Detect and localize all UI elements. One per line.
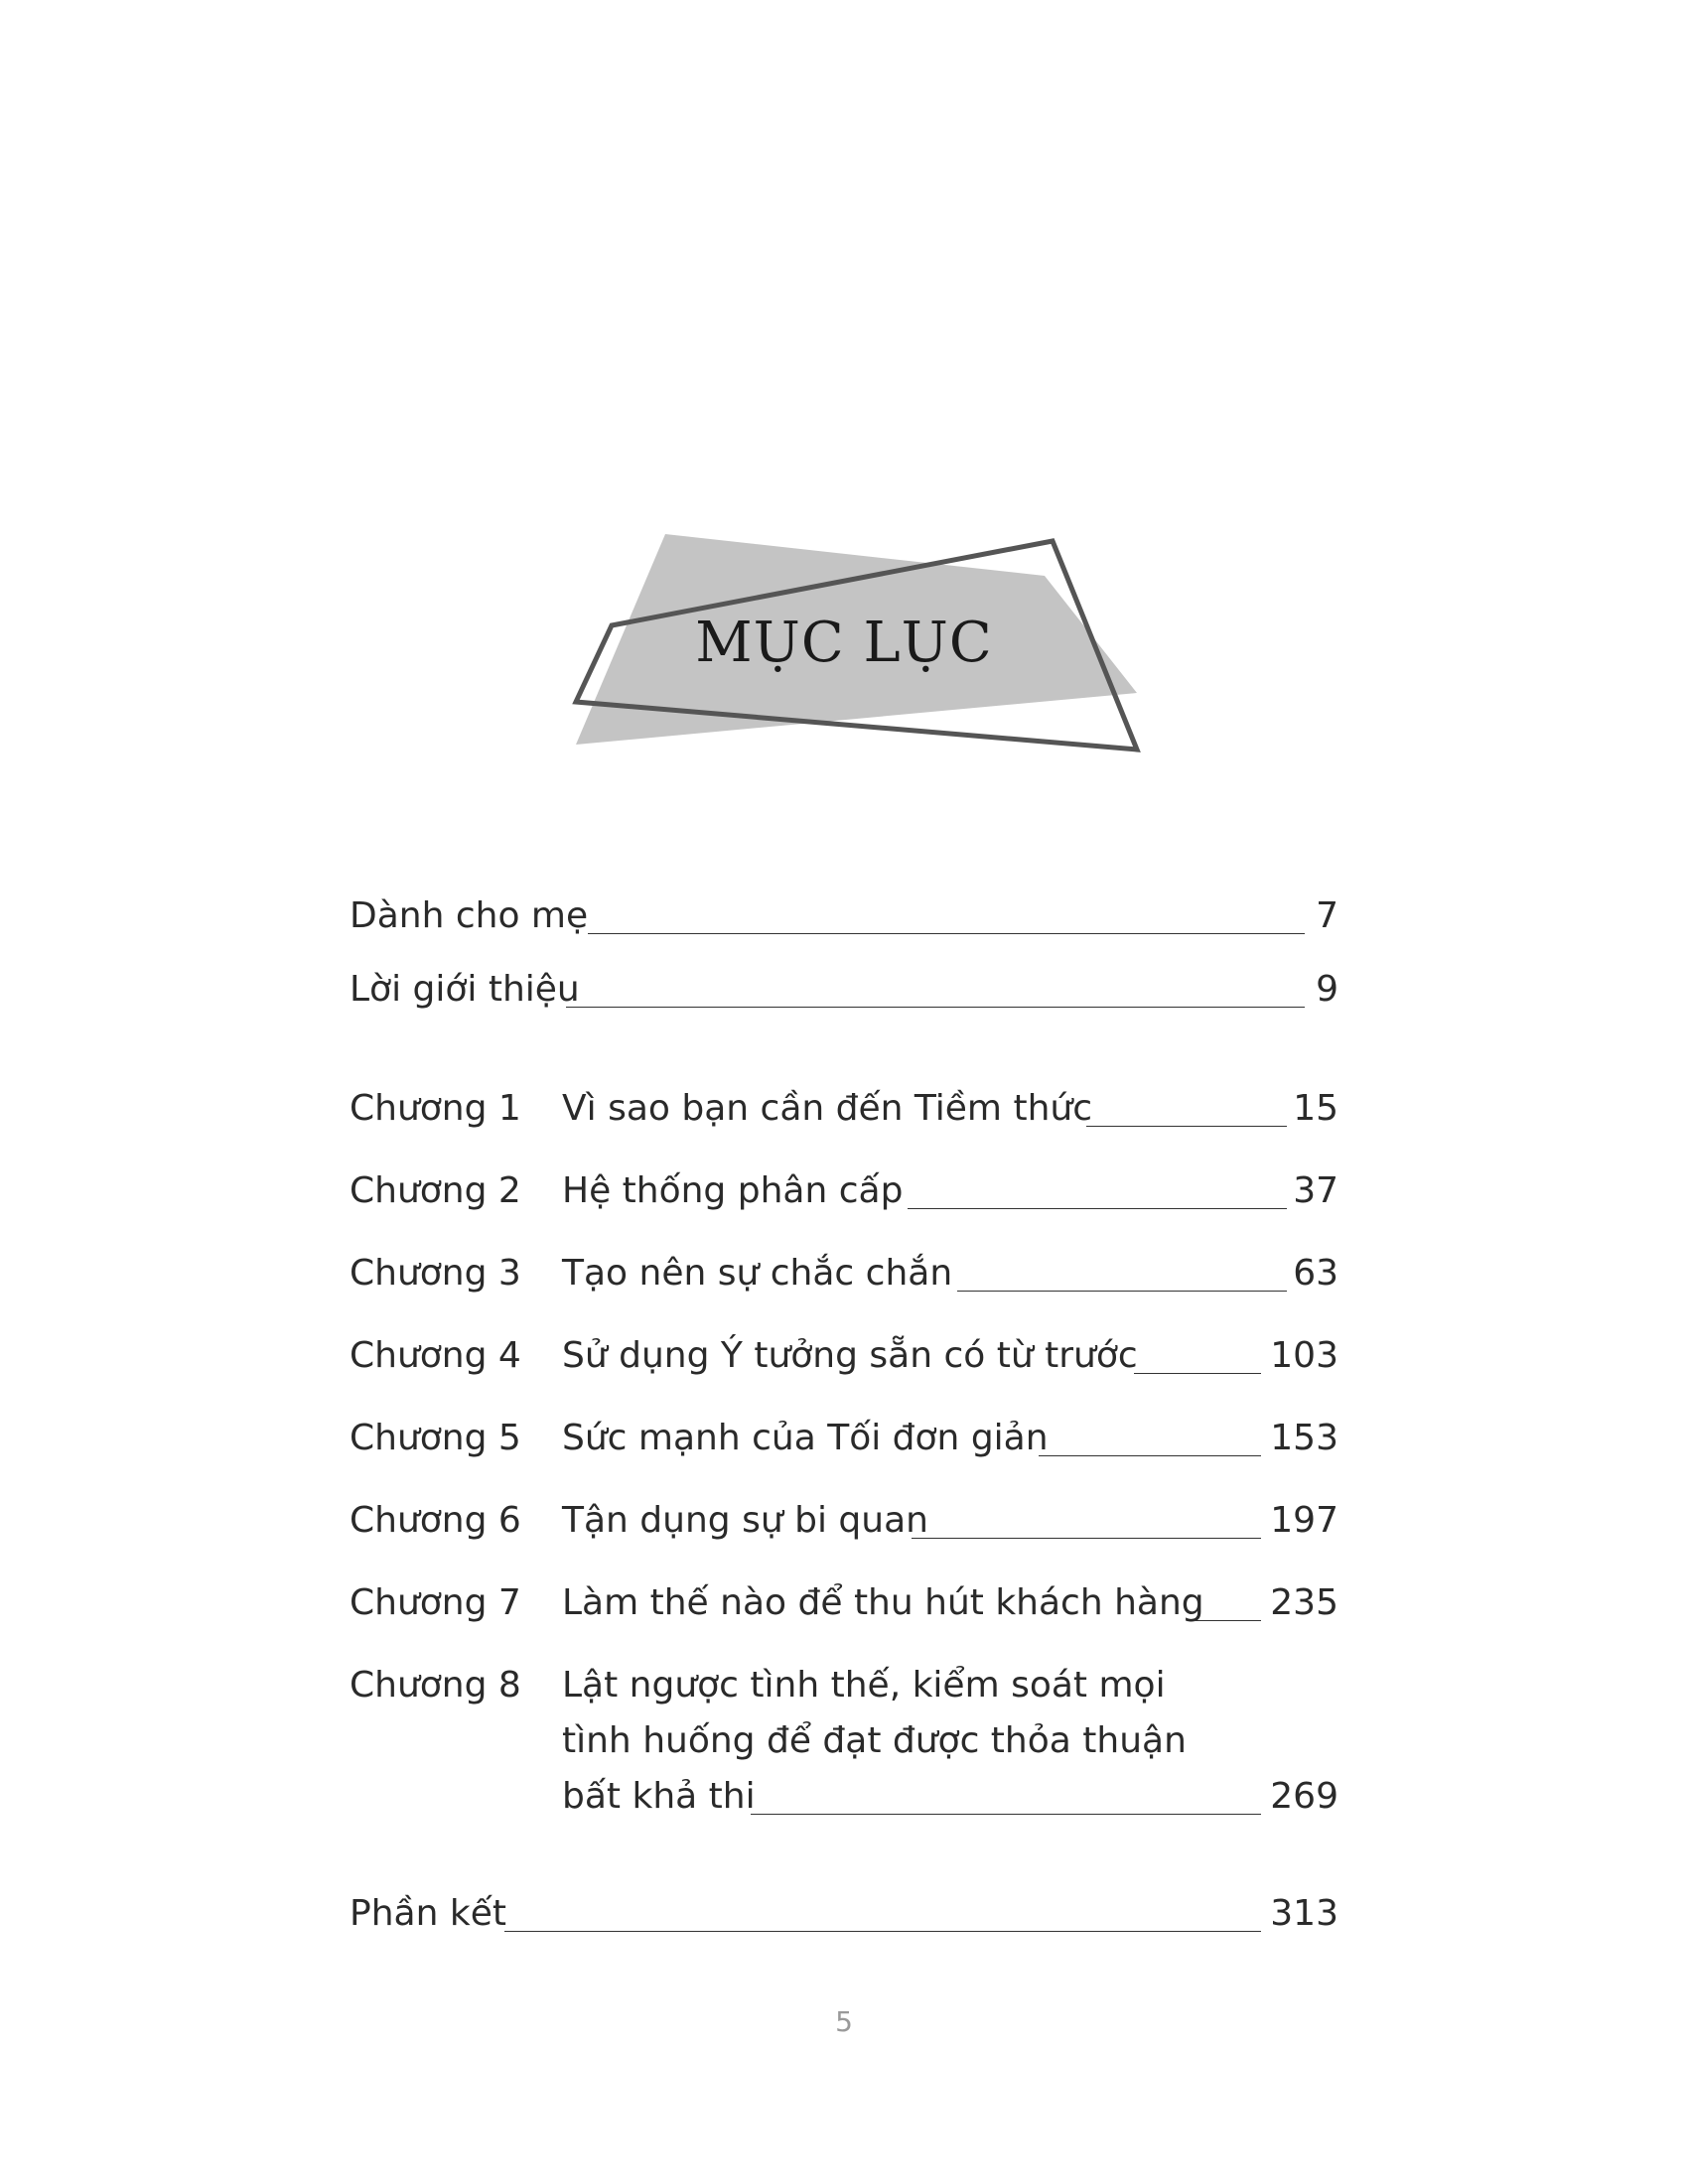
toc-entry-label: Phần kết	[350, 1893, 506, 1934]
chapter-title-line-3: bất khả thi	[562, 1776, 756, 1817]
chapter-title: Sử dụng Ý tưởng sẵn có từ trước	[562, 1335, 1138, 1376]
chapter-title: Tận dụng sự bi quan	[562, 1500, 928, 1541]
chapter-number: Chương 3	[350, 1253, 521, 1294]
chapter-page: 103	[1270, 1335, 1338, 1376]
chapter-title: Sức mạnh của Tối đơn giản	[562, 1418, 1049, 1458]
chapter-number: Chương 6	[350, 1500, 521, 1541]
dot-leader	[1039, 1455, 1261, 1456]
chapter-page: 15	[1293, 1088, 1338, 1129]
toc-entry-page: 7	[1316, 895, 1338, 936]
chapter-number: Chương 4	[350, 1335, 521, 1376]
chapter-number: Chương 7	[350, 1582, 521, 1623]
page-title: MỤC LỤC	[695, 611, 993, 675]
dot-leader	[504, 1931, 1261, 1932]
toc-entry-page: 9	[1316, 969, 1338, 1010]
dot-leader	[566, 1007, 1305, 1008]
dot-leader	[588, 933, 1305, 934]
chapter-title: Tạo nên sự chắc chắn	[562, 1253, 953, 1294]
dot-leader	[912, 1538, 1261, 1539]
page-number: 5	[835, 2005, 853, 2038]
chapter-page: 153	[1270, 1418, 1338, 1458]
chapter-title-line-2: tình huống để đạt được thỏa thuận	[562, 1720, 1187, 1761]
chapter-page: 269	[1270, 1776, 1338, 1817]
chapter-title: Vì sao bạn cần đến Tiềm thức	[562, 1088, 1092, 1129]
chapter-page: 235	[1270, 1582, 1338, 1623]
chapter-page: 63	[1293, 1253, 1338, 1294]
chapter-page: 37	[1293, 1170, 1338, 1211]
chapter-number: Chương 8	[350, 1665, 521, 1706]
dot-leader	[751, 1814, 1261, 1815]
chapter-title-line-1: Lật ngược tình thế, kiểm soát mọi	[562, 1665, 1166, 1706]
chapter-title: Làm thế nào để thu hút khách hàng	[562, 1582, 1204, 1623]
chapter-number: Chương 5	[350, 1418, 521, 1458]
chapter-title: Hệ thống phân cấp	[562, 1170, 904, 1211]
toc-entry-label: Lời giới thiệu	[350, 969, 580, 1010]
chapter-number: Chương 1	[350, 1088, 521, 1129]
chapter-number: Chương 2	[350, 1170, 521, 1211]
toc-entry-page: 313	[1270, 1893, 1338, 1934]
chapter-page: 197	[1270, 1500, 1338, 1541]
toc-entry-label: Dành cho mẹ	[350, 895, 589, 936]
